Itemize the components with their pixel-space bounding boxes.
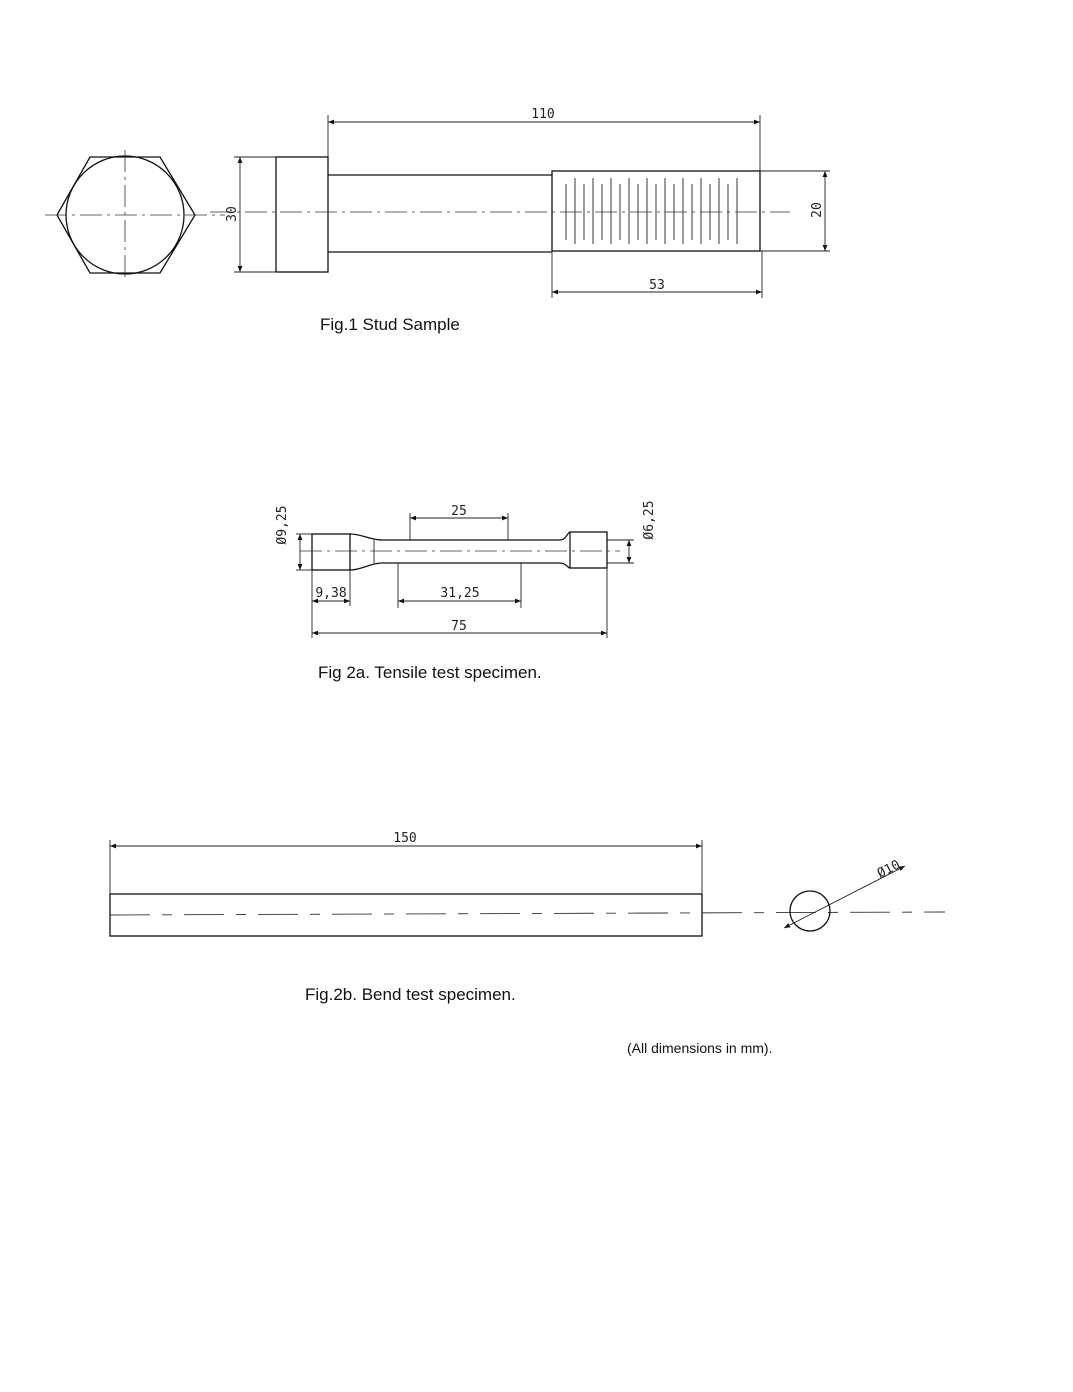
dim-grip-length-label: 9,38	[315, 586, 347, 601]
dim-110-label: 110	[531, 107, 555, 122]
fig2a-tensile-specimen	[275, 500, 657, 682]
fig2b-bend-specimen	[110, 831, 945, 1004]
fig2b-caption: Fig.2b. Bend test specimen.	[305, 985, 516, 1004]
stud-side-view	[210, 157, 790, 272]
bend-bar-end-view	[784, 858, 905, 931]
dim-total-length	[312, 568, 607, 638]
thread-marks	[566, 178, 737, 244]
dim-gauge-diameter-label: Ø6,25	[642, 500, 657, 540]
dim-grip-length	[312, 570, 350, 606]
dim-30-label: 30	[225, 206, 240, 222]
fig1-stud-sample	[45, 107, 830, 334]
stud-hex-end-view	[45, 150, 225, 280]
fig1-caption: Fig.1 Stud Sample	[320, 315, 460, 334]
dim-30	[225, 157, 276, 272]
dim-53-label: 53	[649, 278, 665, 293]
units-note: (All dimensions in mm).	[627, 1040, 773, 1056]
dim-reduced-length-label: 31,25	[440, 586, 480, 601]
dim-gauge-diameter	[607, 500, 657, 563]
dim-grip-diameter	[275, 505, 312, 570]
bend-bar-side-view	[110, 894, 945, 936]
dim-gauge-length	[410, 504, 508, 540]
dim-53	[552, 251, 762, 298]
dim-110	[328, 107, 760, 171]
dim-reduced-length	[398, 563, 521, 608]
tensile-specimen-outline	[300, 532, 620, 570]
dim-gauge-length-label: 25	[451, 504, 467, 519]
dim-grip-diameter-label: Ø9,25	[275, 505, 290, 545]
dim-bend-diameter-label: Ø10	[875, 857, 903, 882]
dim-total-length-label: 75	[451, 619, 467, 634]
dim-bend-length	[110, 831, 702, 894]
dim-20-label: 20	[810, 202, 825, 218]
dim-20	[760, 171, 830, 251]
dim-bend-length-label: 150	[393, 831, 417, 846]
fig2a-caption: Fig 2a. Tensile test specimen.	[318, 663, 542, 682]
